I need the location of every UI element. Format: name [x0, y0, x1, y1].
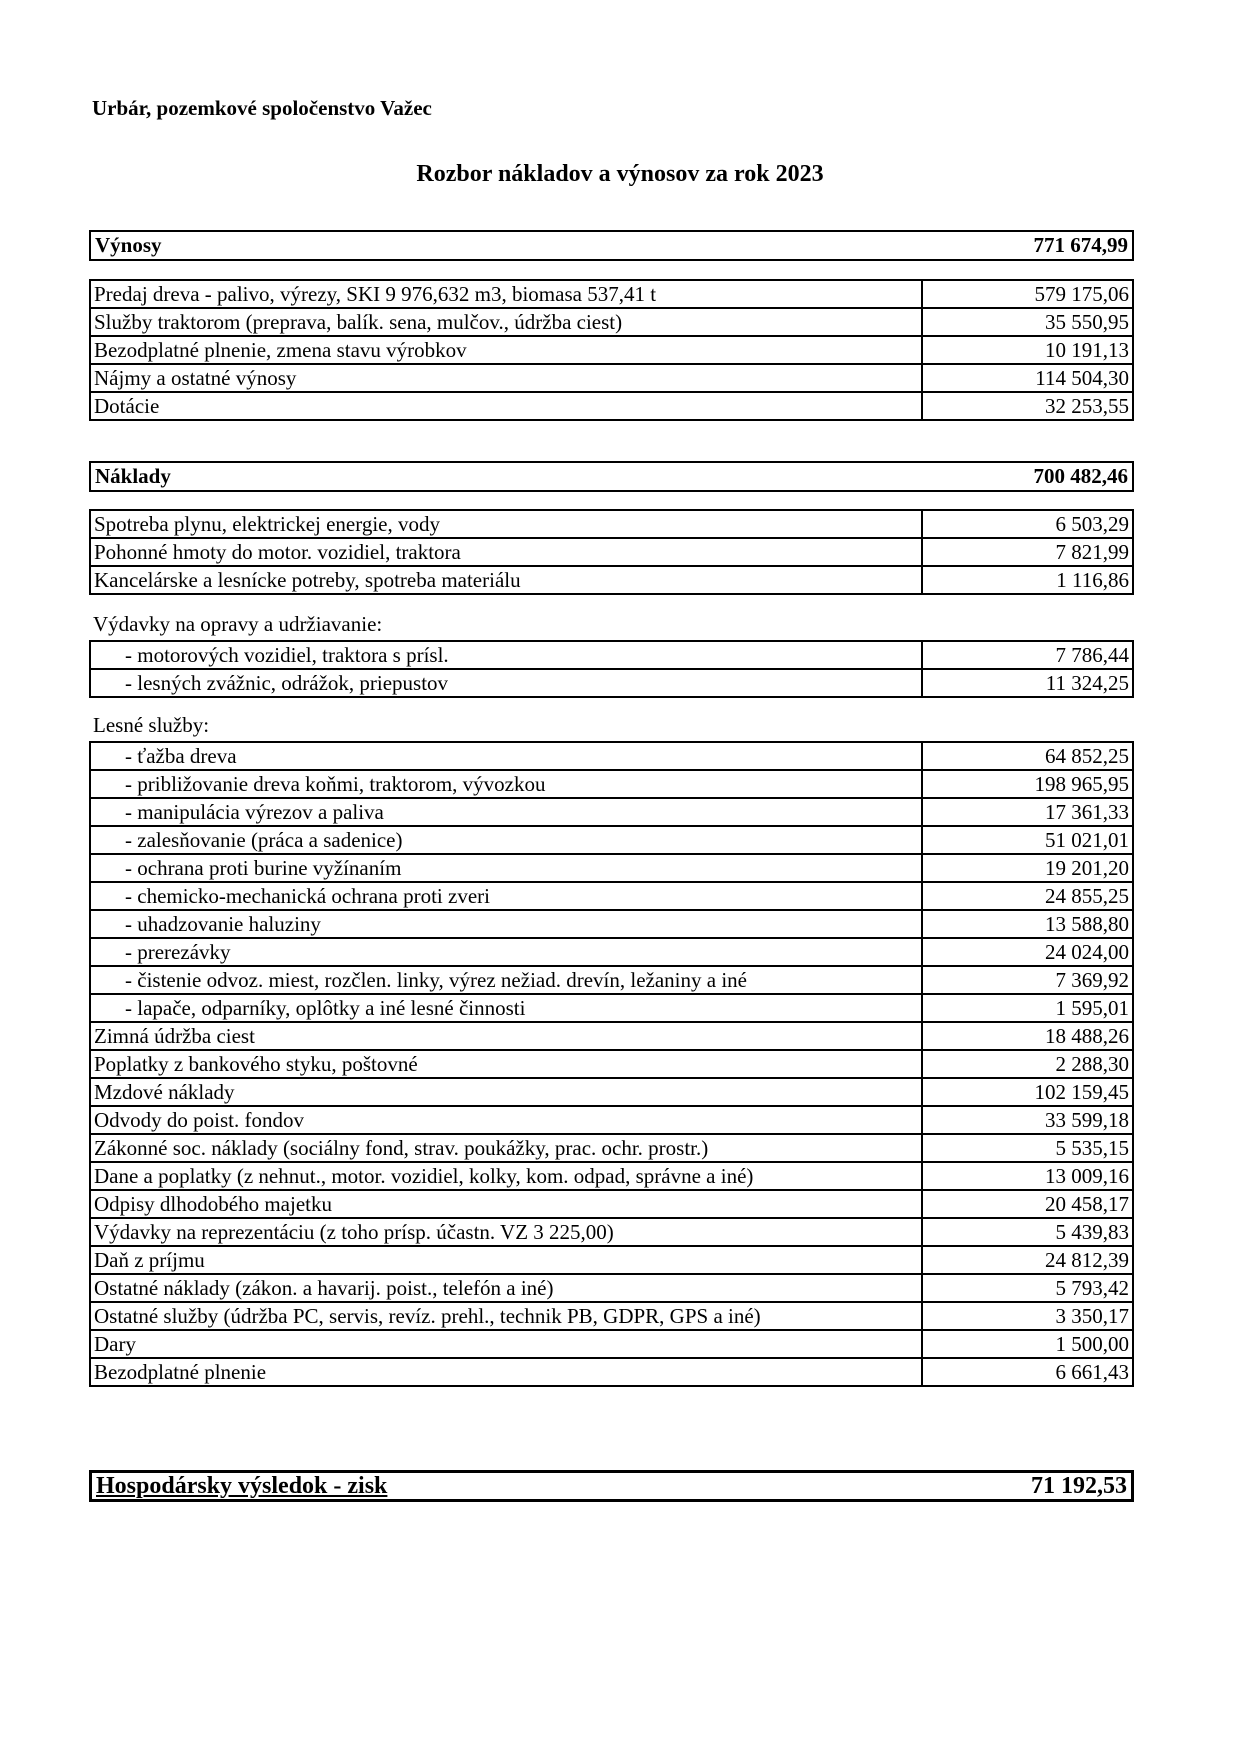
- row-value: 5 535,15: [922, 1134, 1133, 1162]
- row-label: - približovanie dreva koňmi, traktorom, vývozkou: [90, 770, 922, 798]
- table-row: [90, 1134, 1133, 1162]
- row-label: Dotácie: [90, 392, 922, 420]
- row-value: 579 175,06: [922, 280, 1133, 308]
- revenues-total: 771 674,99: [1033, 233, 1128, 257]
- row-label: - chemicko-mechanická ochrana proti zveri: [90, 882, 922, 910]
- row-label: Pohonné hmoty do motor. vozidiel, traktora: [90, 538, 922, 566]
- row-value: 24 024,00: [922, 938, 1133, 966]
- row-value: 7 369,92: [922, 966, 1133, 994]
- row-value: 1 116,86: [922, 566, 1133, 594]
- row-value: 11 324,25: [922, 669, 1133, 697]
- result-value: 71 192,53: [1031, 1472, 1127, 1499]
- revenues-table: [89, 279, 1134, 421]
- costs-total: 700 482,46: [1033, 464, 1128, 488]
- row-value: 114 504,30: [922, 364, 1133, 392]
- table-row: [90, 336, 1133, 364]
- row-value: 1 500,00: [922, 1330, 1133, 1358]
- table-row: [90, 938, 1133, 966]
- row-label: Predaj dreva - palivo, výrezy, SKI 9 976,632 m3, biomasa 537,41 t: [90, 280, 922, 308]
- table-row: [90, 1162, 1133, 1190]
- row-value: 20 458,17: [922, 1190, 1133, 1218]
- row-value: 5 439,83: [922, 1218, 1133, 1246]
- table-row: [90, 669, 1133, 697]
- row-value: 18 488,26: [922, 1022, 1133, 1050]
- result-row: [89, 1470, 1134, 1502]
- organization-name: Urbár, pozemkové spoločenstvo Važec: [92, 96, 432, 120]
- row-value: 7 786,44: [922, 641, 1133, 669]
- forest-services-group-label: Lesné služby:: [93, 713, 210, 737]
- row-value: 10 191,13: [922, 336, 1133, 364]
- row-value: 198 965,95: [922, 770, 1133, 798]
- table-row: [90, 1022, 1133, 1050]
- row-label: - motorových vozidiel, traktora s prísl.: [90, 641, 922, 669]
- table-row: [90, 1078, 1133, 1106]
- row-label: Poplatky z bankového styku, poštovné: [90, 1050, 922, 1078]
- row-value: 17 361,33: [922, 798, 1133, 826]
- row-value: 13 588,80: [922, 910, 1133, 938]
- table-row: [90, 566, 1133, 594]
- row-value: 2 288,30: [922, 1050, 1133, 1078]
- row-value: 32 253,55: [922, 392, 1133, 420]
- document-title: Rozbor nákladov a výnosov za rok 2023: [416, 161, 824, 187]
- table-row: [90, 1302, 1133, 1330]
- row-label: - zalesňovanie (práca a sadenice): [90, 826, 922, 854]
- table-row: [90, 1246, 1133, 1274]
- row-label: - čistenie odvoz. miest, rozčlen. linky, výrez nežiad. drevín, ležaniny a iné: [90, 966, 922, 994]
- row-label: Ostatné služby (údržba PC, servis, revíz. prehl., technik PB, GDPR, GPS a iné): [90, 1302, 922, 1330]
- repairs-group-label: Výdavky na opravy a udržiavanie:: [93, 612, 383, 636]
- table-row: [90, 966, 1133, 994]
- row-value: 5 793,42: [922, 1274, 1133, 1302]
- costs-table-a: [89, 509, 1134, 595]
- row-value: 6 503,29: [922, 510, 1133, 538]
- costs-total-row: [89, 461, 1134, 492]
- table-row: [90, 1050, 1133, 1078]
- row-value: 1 595,01: [922, 994, 1133, 1022]
- table-row: [90, 510, 1133, 538]
- row-value: 35 550,95: [922, 308, 1133, 336]
- row-label: Kancelárske a lesnícke potreby, spotreba materiálu: [90, 566, 922, 594]
- row-value: 24 812,39: [922, 1246, 1133, 1274]
- row-label: Odvody do poist. fondov: [90, 1106, 922, 1134]
- table-row: [90, 1358, 1133, 1386]
- row-label: Služby traktorom (preprava, balík. sena, mulčov., údržba ciest): [90, 308, 922, 336]
- row-value: 64 852,25: [922, 742, 1133, 770]
- row-label: Spotreba plynu, elektrickej energie, vody: [90, 510, 922, 538]
- result-label: Hospodársky výsledok - zisk: [96, 1472, 388, 1499]
- row-label: - ťažba dreva: [90, 742, 922, 770]
- table-row: [90, 1106, 1133, 1134]
- row-label: - uhadzovanie haluziny: [90, 910, 922, 938]
- table-row: [90, 994, 1133, 1022]
- table-row: [90, 641, 1133, 669]
- table-row: [90, 770, 1133, 798]
- row-label: Dary: [90, 1330, 922, 1358]
- repairs-table: [89, 640, 1134, 698]
- row-label: Zákonné soc. náklady (sociálny fond, strav. poukážky, prac. ochr. prostr.): [90, 1134, 922, 1162]
- table-row: [90, 826, 1133, 854]
- row-label: Ostatné náklady (zákon. a havarij. poist., telefón a iné): [90, 1274, 922, 1302]
- table-row: [90, 910, 1133, 938]
- row-label: - ochrana proti burine vyžínaním: [90, 854, 922, 882]
- row-value: 51 021,01: [922, 826, 1133, 854]
- row-label: Výdavky na reprezentáciu (z toho prísp. účastn. VZ 3 225,00): [90, 1218, 922, 1246]
- row-label: Bezodplatné plnenie: [90, 1358, 922, 1386]
- row-value: 3 350,17: [922, 1302, 1133, 1330]
- row-value: 33 599,18: [922, 1106, 1133, 1134]
- table-row: [90, 1190, 1133, 1218]
- row-label: Zimná údržba ciest: [90, 1022, 922, 1050]
- row-value: 102 159,45: [922, 1078, 1133, 1106]
- row-label: - lapače, odparníky, oplôtky a iné lesné činnosti: [90, 994, 922, 1022]
- forest-services-and-other-costs-table: [89, 741, 1134, 1387]
- row-label: Bezodplatné plnenie, zmena stavu výrobkov: [90, 336, 922, 364]
- row-value: 13 009,16: [922, 1162, 1133, 1190]
- table-row: [90, 882, 1133, 910]
- table-row: [90, 1218, 1133, 1246]
- row-label: Mzdové náklady: [90, 1078, 922, 1106]
- costs-label: Náklady: [95, 464, 171, 488]
- table-row: [90, 280, 1133, 308]
- row-label: Dane a poplatky (z nehnut., motor. vozidiel, kolky, kom. odpad, správne a iné): [90, 1162, 922, 1190]
- row-value: 24 855,25: [922, 882, 1133, 910]
- table-row: [90, 364, 1133, 392]
- row-label: - lesných zvážnic, odrážok, priepustov: [90, 669, 922, 697]
- table-row: [90, 854, 1133, 882]
- revenues-label: Výnosy: [95, 233, 162, 257]
- table-row: [90, 798, 1133, 826]
- table-row: [90, 308, 1133, 336]
- table-row: [90, 1274, 1133, 1302]
- row-label: Nájmy a ostatné výnosy: [90, 364, 922, 392]
- table-row: [90, 1330, 1133, 1358]
- row-label: Odpisy dlhodobého majetku: [90, 1190, 922, 1218]
- table-row: [90, 742, 1133, 770]
- row-label: - manipulácia výrezov a paliva: [90, 798, 922, 826]
- row-label: Daň z príjmu: [90, 1246, 922, 1274]
- table-row: [90, 538, 1133, 566]
- row-label: - prerezávky: [90, 938, 922, 966]
- revenues-total-row: [89, 230, 1134, 261]
- row-value: 19 201,20: [922, 854, 1133, 882]
- table-row: [90, 392, 1133, 420]
- row-value: 6 661,43: [922, 1358, 1133, 1386]
- row-value: 7 821,99: [922, 538, 1133, 566]
